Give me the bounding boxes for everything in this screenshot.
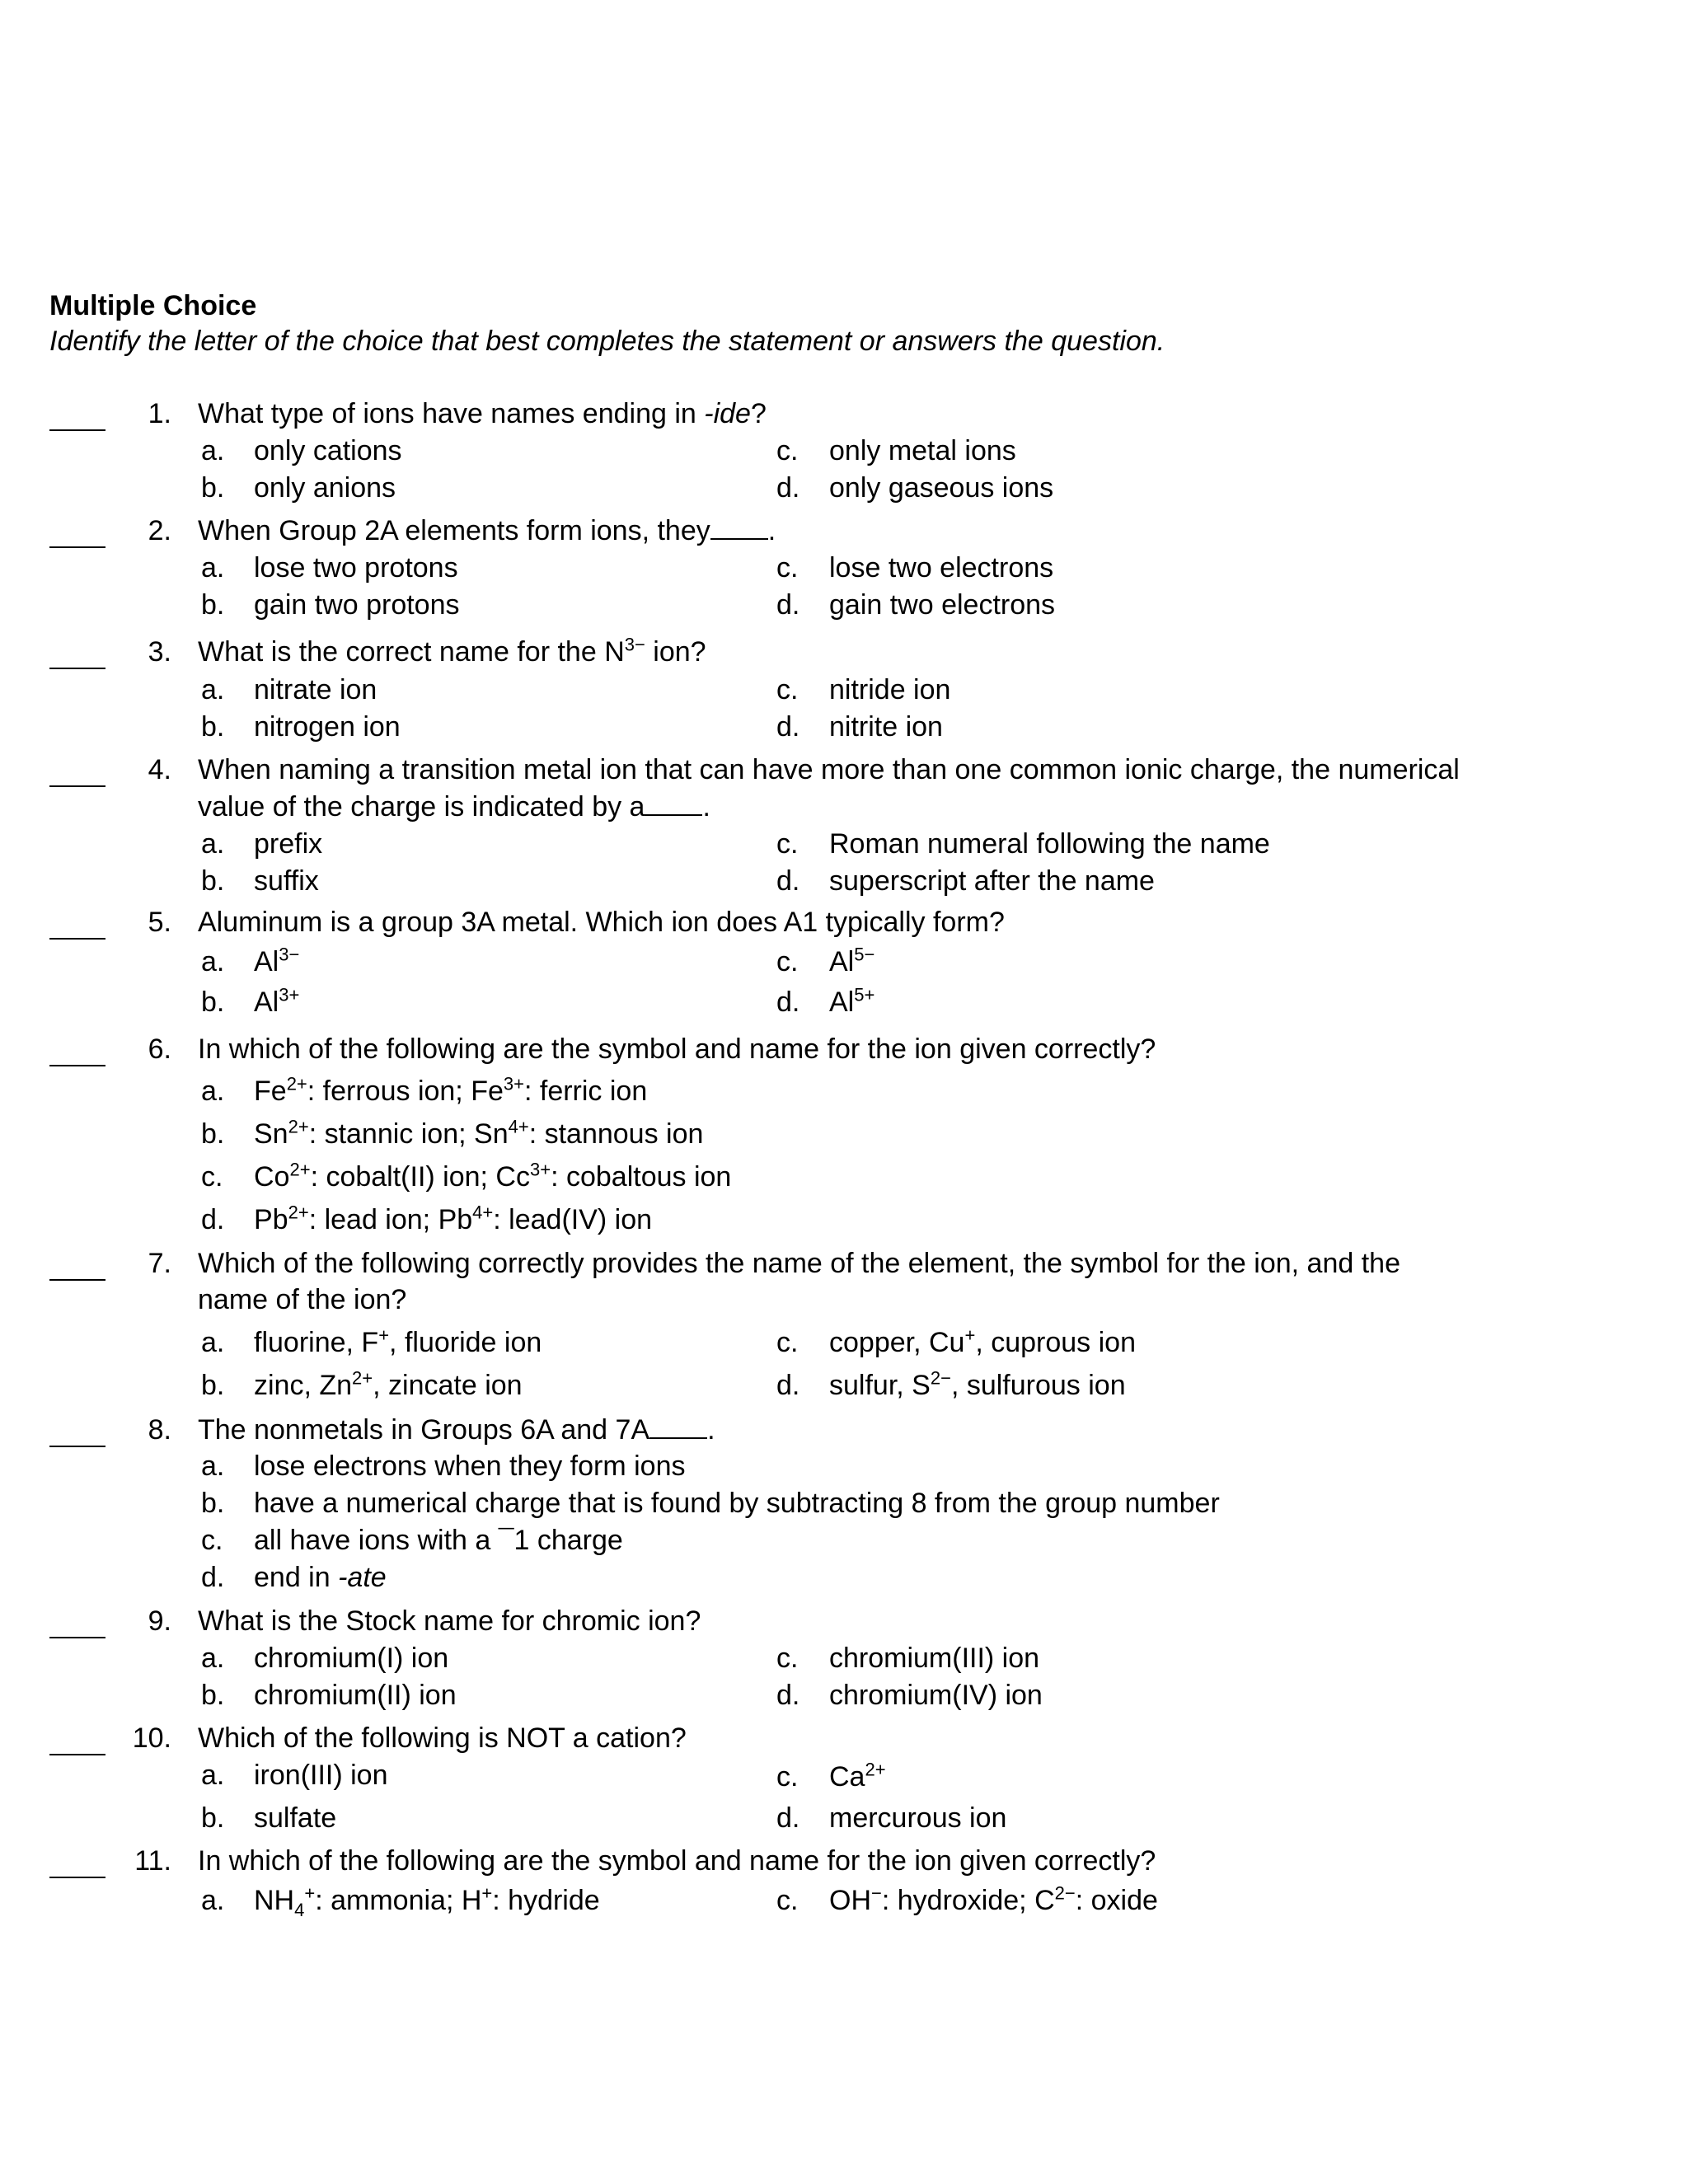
- option-c[interactable]: c. OH−: hydroxide; $C^{2-}$: oxide: [776, 1882, 1158, 1916]
- question-stem-line1: When naming a transition metal ion that can have more than one common ionic charge, the numerical: [198, 754, 1460, 785]
- option-d[interactable]: d. superscript after the name: [776, 865, 1155, 897]
- question-stem: What type of ions have names ending in -ide?: [198, 398, 767, 429]
- option-d[interactable]: d. only gaseous ions: [776, 472, 1054, 504]
- question-stem: The nonmetals in Groups 6A and 7A .: [198, 1414, 715, 1446]
- question-stem: In which of the following are the symbol and name for the ion given correctly?: [198, 1845, 1156, 1877]
- question-stem: Which of the following is NOT a cation?: [198, 1722, 687, 1754]
- option-a[interactable]: a. lose two protons: [201, 552, 458, 583]
- answer-blank[interactable]: [49, 1446, 106, 1447]
- answer-blank[interactable]: [49, 938, 106, 940]
- option-b[interactable]: b. nitrogen ion: [201, 711, 401, 743]
- option-d[interactable]: d. gain two electrons: [776, 589, 1056, 621]
- answer-blank[interactable]: [49, 668, 106, 669]
- answer-blank[interactable]: [49, 429, 106, 431]
- answer-blank[interactable]: [49, 1877, 106, 1878]
- answer-blank[interactable]: [49, 1637, 106, 1638]
- option-c[interactable]: c. lose two electrons: [776, 552, 1054, 583]
- answer-blank[interactable]: [49, 1279, 106, 1281]
- answer-blank[interactable]: [49, 1754, 106, 1755]
- question-stem: What is the Stock name for chromic ion?: [198, 1605, 701, 1637]
- option-b[interactable]: b. zinc, $Zn^{2+}$, zincate ion: [201, 1367, 523, 1401]
- option-d[interactable]: d. mercurous ion: [776, 1802, 1007, 1834]
- instructions: Identify the letter of the choice that best completes the statement or answers the question.: [49, 326, 1165, 357]
- option-d[interactable]: d. nitrite ion: [776, 711, 943, 743]
- option-d[interactable]: d. chromium(IV) ion: [776, 1680, 1043, 1711]
- question-stem: What is the correct name for the $N^{3-}$ ion?: [198, 634, 706, 668]
- option-c[interactable]: c. copper, Cu+, cuprous ion: [776, 1324, 1136, 1358]
- option-c[interactable]: c. Roman numeral following the name: [776, 828, 1270, 860]
- option-c[interactable]: c. nitride ion: [776, 674, 951, 705]
- option-b[interactable]: b. chromium(II) ion: [201, 1680, 457, 1711]
- question-number: 6.: [148, 1033, 171, 1065]
- question-number: 5.: [148, 907, 171, 938]
- option-c[interactable]: c. chromium(III) ion: [776, 1643, 1040, 1674]
- option-b[interactable]: b. only anions: [201, 472, 396, 504]
- option-d[interactable]: d. $Al^{5+}$: [776, 984, 875, 1018]
- question-number: 7.: [148, 1248, 171, 1279]
- question-number: 3.: [148, 636, 171, 668]
- option-a[interactable]: a. prefix: [201, 828, 323, 860]
- question-number: 4.: [148, 754, 171, 785]
- fill-in-blank: [645, 791, 702, 816]
- question-stem-line2: name of the ion?: [198, 1284, 407, 1315]
- question-stem-line1: Which of the following correctly provides the name of the element, the symbol for the ion, and the: [198, 1248, 1400, 1279]
- option-c[interactable]: c. $Ca^{2+}$: [776, 1759, 886, 1793]
- option-c[interactable]: c. $Al^{5-}$: [776, 944, 875, 977]
- option-a[interactable]: a. $Al^{3-}$: [201, 944, 300, 977]
- question-number: 8.: [148, 1414, 171, 1446]
- option-a[interactable]: a. chromium(I) ion: [201, 1643, 449, 1674]
- option-a[interactable]: a. only cations: [201, 435, 402, 466]
- fill-in-blank: [649, 1414, 707, 1439]
- option-c[interactable]: c. all have ions with a ¯1 charge: [201, 1525, 623, 1556]
- option-a[interactable]: a. $Fe^{2+}$: ferrous ion; $Fe^{3+}$: ferric ion: [201, 1073, 648, 1107]
- option-a[interactable]: a. lose electrons when they form ions: [201, 1451, 686, 1482]
- answer-blank[interactable]: [49, 546, 106, 548]
- question-number: 1.: [148, 398, 171, 429]
- answer-blank[interactable]: [49, 1065, 106, 1066]
- option-a[interactable]: a. $NH_4^+$: ammonia; H+: hydride: [201, 1882, 600, 1920]
- option-b[interactable]: b. suffix: [201, 865, 319, 897]
- question-number: 9.: [148, 1605, 171, 1637]
- option-b[interactable]: b. have a numerical charge that is found by subtracting 8 from the group number: [201, 1488, 1220, 1519]
- answer-blank[interactable]: [49, 785, 106, 787]
- option-c[interactable]: c. only metal ions: [776, 435, 1016, 466]
- question-stem: Aluminum is a group 3A metal. Which ion does A1 typically form?: [198, 907, 1005, 938]
- option-b[interactable]: b. $Al^{3+}$: [201, 984, 300, 1018]
- option-b[interactable]: b. sulfate: [201, 1802, 337, 1834]
- option-a[interactable]: a. nitrate ion: [201, 674, 377, 705]
- question-stem: In which of the following are the symbol and name for the ion given correctly?: [198, 1033, 1156, 1065]
- section-heading: Multiple Choice: [49, 290, 257, 321]
- option-a[interactable]: a. iron(III) ion: [201, 1760, 388, 1791]
- option-c[interactable]: c. $Co^{2+}$: cobalt(II) ion; $Cc^{3+}$: cobaltous ion: [201, 1159, 732, 1193]
- option-d[interactable]: d. end in -ate: [201, 1562, 387, 1593]
- question-stem: When Group 2A elements form ions, they .: [198, 515, 776, 546]
- question-number: 10.: [132, 1722, 171, 1754]
- question-number: 11.: [134, 1845, 171, 1877]
- option-b[interactable]: b. gain two protons: [201, 589, 460, 621]
- option-d[interactable]: d. $Pb^{2+}$: lead ion; $Pb^{4+}$: lead(IV) ion: [201, 1202, 653, 1235]
- question-stem-line2: value of the charge is indicated by a .: [198, 791, 710, 823]
- option-a[interactable]: a. fluorine, F+, fluoride ion: [201, 1324, 542, 1358]
- question-number: 2.: [148, 515, 171, 546]
- fill-in-blank: [710, 515, 768, 540]
- option-b[interactable]: b. $Sn^{2+}$: stannic ion; $Sn^{4+}$: stannous ion: [201, 1116, 704, 1150]
- option-d[interactable]: d. sulfur, $S^{2-}$, sulfurous ion: [776, 1367, 1126, 1401]
